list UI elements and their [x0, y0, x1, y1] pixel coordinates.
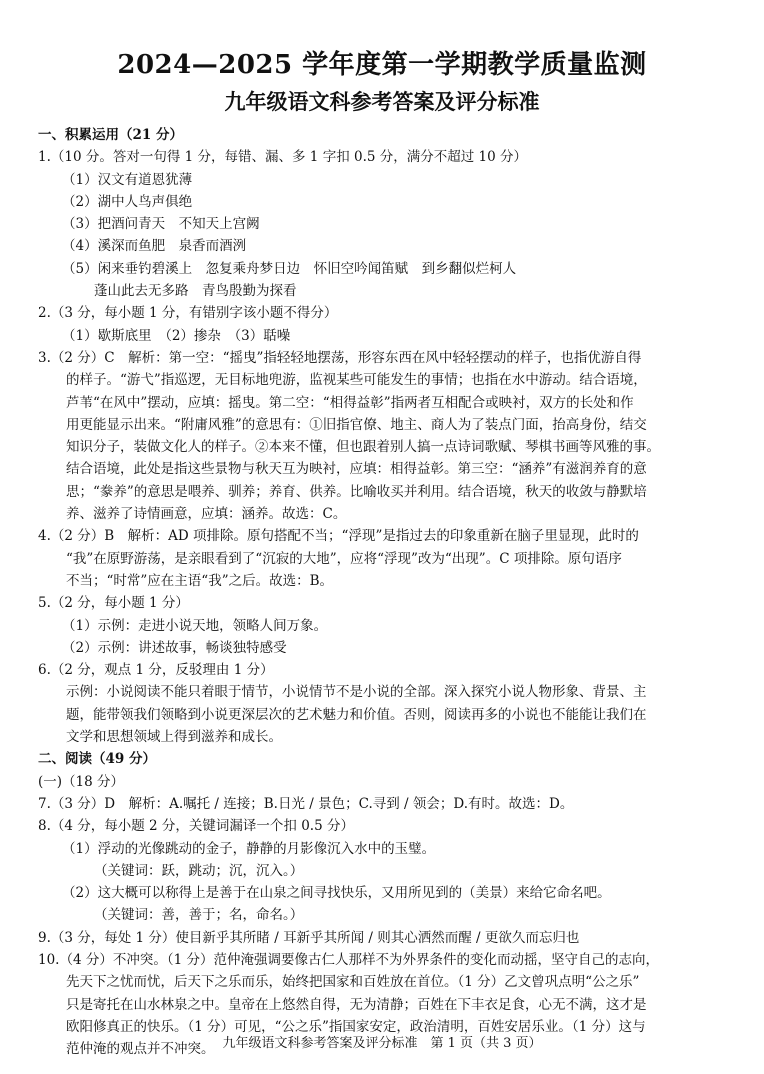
- text-line: 文学和思想领域上得到滋养和成长。: [66, 729, 282, 746]
- text-line: 4.（2 分）B 解析：AD 项排除。原句搭配不当；“浮现”是指过去的印象重新在脑子里显现，此时的: [38, 528, 639, 545]
- text-line: 示例：小说阅读不能只着眼于情节，小说情节不是小说的全部。深入探究小说人物形象、背景、主: [66, 684, 647, 701]
- text-line: （4）溪深而鱼肥 泉香而酒洌: [62, 238, 247, 255]
- text-line: 养、滋养了诗情画意，应填：涵养。故选：C。: [66, 506, 347, 523]
- text-line: 用更能显示出来。“附庸风雅”的意思有：①旧指官僚、地主、商人为了装点门面，抬高身份，结交: [66, 416, 647, 433]
- text-line: 9.（3 分，每处 1 分）使目新乎其所睹 / 耳新乎其所闻 / 则其心洒然而醒 / 更欲久而忘归也: [38, 929, 580, 946]
- text-line: 题，能带领我们领略到小说更深层次的艺术魅力和价值。否则，阅读再多的小说也不能能让我们在: [66, 706, 647, 723]
- text-line: 2.（3 分，每小题 1 分，有错别字该小题不得分）: [38, 305, 338, 322]
- text-line: （关键词：善，善于；名，命名。）: [94, 907, 304, 924]
- text-line: （1）示例：走进小说天地，领略人间万象。: [62, 617, 328, 634]
- text-line: （1）浮动的光像跳动的金子，静静的月影像沉入水中的玉璧。: [62, 840, 436, 857]
- text-line: 7.（3 分）D 解析：A.嘱托 / 连接；B.日光 / 景色；C.寻到 / 领会；D.有时。故选：D。: [38, 795, 574, 812]
- text-line: “我”在原野游荡，是亲眼看到了“沉寂的大地”，应将“浮现”改为“出现”。C 项排除。原句语序: [66, 550, 622, 567]
- text-line: 只是寄托在山水林泉之中。皇帝在上悠然自得，无为清静；百姓在下丰衣足食，心无不满，这才是: [66, 996, 647, 1013]
- text-line: 1.（10 分。答对一句得 1 分，每错、漏、多 1 字扣 0.5 分，满分不超过 10 分）: [38, 149, 528, 166]
- text-line: 先天下之忧而忧，后天下之乐而乐，始终把国家和百姓放在首位。（1 分）乙文曾巩点明“公之乐”: [66, 974, 640, 991]
- text-line: （1）歇斯底里 （2）掺杂 （3）聒噪: [62, 327, 291, 344]
- text-line: （2）湖中人鸟声俱绝: [62, 193, 193, 210]
- text-line: （关键词：跃，跳动；沉，沉入。）: [94, 862, 304, 879]
- text-line: 不当；“时常”应在主语“我”之后。故选：B。: [66, 572, 334, 589]
- text-line: 蓬山此去无多路 青鸟殷勤为探看: [94, 283, 297, 300]
- text-line: （3）把酒问青天 不知天上宫阙: [62, 216, 260, 233]
- text-line: 6.（2 分，观点 1 分，反驳理由 1 分）: [38, 662, 274, 679]
- text-line: 范仲淹的观点并不冲突。: [66, 1041, 215, 1058]
- text-line: 二、阅读（49 分）: [38, 751, 156, 768]
- text-line: 思；“豢养”的意思是喂养、驯养；养育、供养。比喻收买并利用。结合语境，秋天的收敛与静默培: [66, 483, 647, 500]
- text-line: 一、积累运用（21 分）: [38, 127, 183, 143]
- text-line: （2）这大概可以称得上是善于在山泉之间寻找快乐，又用所见到的（美景）来给它命名吧。: [62, 885, 611, 902]
- text-line: 5.（2 分，每小题 1 分）: [38, 595, 189, 612]
- text-line: 结合语境，此处是指这些景物与秋天互为映衬，应填：相得益彰。第三空：“涵养”有滋润养育的意: [66, 461, 647, 478]
- text-line: 知识分子，装做文化人的样子。②本来不懂，但也跟着别人搞一点诗词歌赋、琴棋书画等风雅的事。: [66, 439, 660, 456]
- document-title: 2024—2025 学年度第一学期教学质量监测: [117, 50, 647, 80]
- page-footer: 九年级语文科参考答案及评分标准 第 1 页（共 3 页）: [222, 1036, 542, 1051]
- text-line: 10.（4 分）不冲突。（1 分）范仲淹强调要像古仁人那样不为外界条件的变化而动摇，坚守自己的志向，: [38, 951, 659, 968]
- text-line: (一)（18 分）: [38, 773, 125, 790]
- text-line: （2）示例：讲述故事，畅谈独特感受: [62, 639, 287, 656]
- text-line: （5）闲来垂钓碧溪上 忽复乘舟梦日边 怀旧空吟闻笛赋 到乡翻似烂柯人: [62, 260, 517, 277]
- text-line: 3.（2 分）C 解析：第一空：“摇曳”指轻轻地摆荡，形容东西在风中轻轻摆动的样子，也指优游自得: [38, 349, 642, 366]
- text-line: 8.（4 分，每小题 2 分，关键词漏译一个扣 0.5 分）: [38, 818, 354, 835]
- text-line: （1）汉文有道恩犹薄: [62, 171, 193, 188]
- text-line: 的样子。“游弋”指巡逻，无目标地兜游，监视某些可能发生的事情；也指在水中游动。结合语境，: [66, 372, 647, 389]
- answer-content: [38, 124, 750, 1060]
- document-subtitle: 九年级语文科参考答案及评分标准: [224, 89, 540, 114]
- text-line: 芦苇“在风中”摆动，应填：摇曳。第二空：“相得益彰”指两者互相配合或映衬，双方的长处和作: [66, 394, 634, 411]
- text-line: 欧阳修真正的快乐。（1 分）可见，“公之乐”指国家安定，政治清明，百姓安居乐业。（1 分）这与: [66, 1018, 646, 1035]
